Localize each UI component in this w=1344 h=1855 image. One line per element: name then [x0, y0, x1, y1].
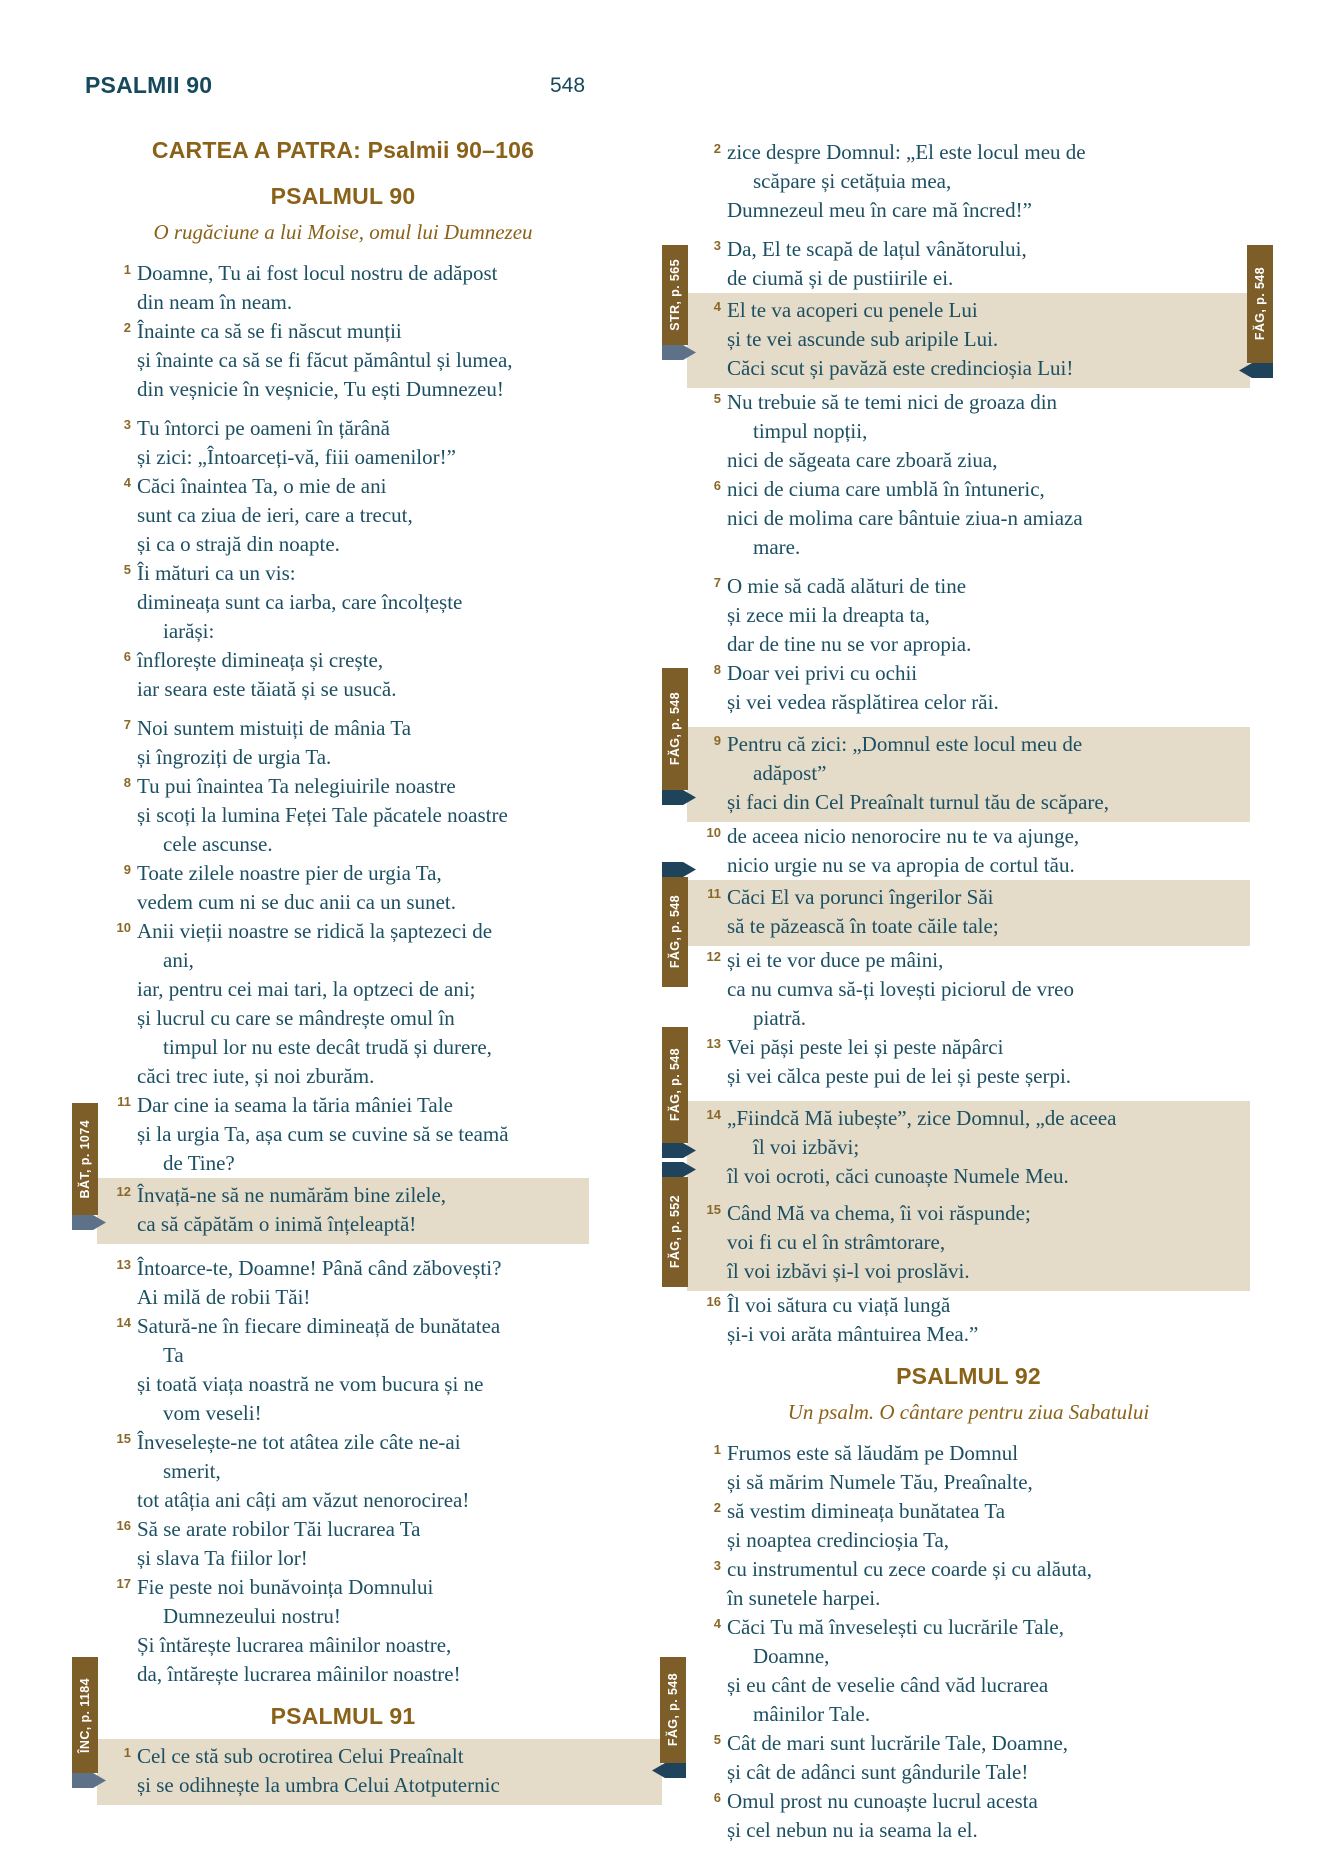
verse [687, 1291, 1250, 1349]
verse [97, 1254, 589, 1312]
verse-line: dar de tine nu se vor apropia. [727, 632, 972, 656]
verse-number: 5 [713, 391, 721, 406]
verse-line: nicio urgie nu se va apropia de cortul tău. [727, 853, 1075, 877]
verse [687, 946, 1250, 1033]
verse-line: iar, pentru cei mai tari, la optzeci de ani; [137, 977, 476, 1001]
verse-number: 4 [713, 1616, 721, 1631]
verse-line: 10 Anii vieții noastre se ridică la șaptezeci de [97, 917, 589, 946]
verse-line: vom veseli! [163, 1401, 262, 1425]
verse-line: 6 înflorește dimineața și crește, [97, 646, 589, 675]
verse-number: 11 [707, 886, 721, 901]
verse-line: 1 Doamne, Tu ai fost locul nostru de adăpost [97, 259, 589, 288]
verse-number: 14 [706, 1107, 721, 1122]
verse-number: 4 [713, 299, 721, 314]
verse-line: 4 Căci Tu mă înveselești cu lucrările Tale, [687, 1613, 1250, 1642]
verse-number: 3 [713, 238, 721, 253]
verse-line: Căci scut și pavăză este credincioșia Lui! [727, 356, 1074, 380]
verse-line: și eu cânt de veselie când văd lucrarea [727, 1673, 1049, 1697]
verse-line: 10 de aceea nicio nenorocire nu te va ajunge, [687, 822, 1250, 851]
verse-line: nici de săgeata care zboară ziua, [727, 448, 998, 472]
verse-line: 7 Noi suntem mistuiți de mânia Ta [97, 714, 589, 743]
verse-line: 14 „Fiindcă Mă iubește”, zice Domnul, „de aceea [687, 1104, 1250, 1133]
verse-line: 16 Îl voi sătura cu viață lungă [687, 1291, 1250, 1320]
verse-number: 14 [116, 1315, 131, 1330]
verse-number: 15 [706, 1202, 721, 1217]
verse-line: 14 Satură-ne în fiecare dimineață de bunătatea [97, 1312, 589, 1341]
margin-tab-label: FĂG, p. 548 [668, 692, 682, 766]
margin-tab [660, 1657, 686, 1763]
verse-line: ca să căpătăm o inimă înțeleaptă! [137, 1212, 417, 1236]
verse-number: 16 [116, 1518, 131, 1533]
verse [687, 1033, 1250, 1091]
psalm-subtitle: Un psalm. O cântare pentru ziua Sabatului [787, 1400, 1150, 1424]
psalm-heading: PSALMUL 92 [896, 1363, 1041, 1389]
verse-line: timpul nopții, [753, 419, 868, 443]
verse-line: mâinilor Tale. [753, 1702, 871, 1726]
verse-line: căci trec iute, și noi zburăm. [137, 1064, 375, 1088]
margin-tab [1247, 245, 1273, 363]
verse [687, 1497, 1250, 1555]
verse-line: Și întărește lucrarea mâinilor noastre, [137, 1633, 452, 1657]
verse-line: 3 Da, El te scapă de lațul vânătorului, [687, 235, 1250, 264]
verse-number: 7 [123, 717, 131, 732]
verse-line: 7 O mie să cadă alături de tine [687, 572, 1250, 601]
verse-line: tot atâția ani câți am văzut nenorocirea! [137, 1488, 470, 1512]
verse [97, 859, 589, 917]
verse-line: Ai milă de robii Tăi! [137, 1285, 311, 1309]
verse-line: da, întărește lucrarea mâinilor noastre! [137, 1662, 461, 1686]
verse-highlighted [97, 1739, 662, 1805]
verse-line: și zece mii la dreapta ta, [727, 603, 930, 627]
psalm-heading: PSALMUL 90 [270, 183, 416, 209]
left-text-column [97, 137, 589, 1805]
verse-line: din veșnicie în veșnicie, Tu ești Dumnezeu! [137, 377, 504, 401]
verse-number: 6 [713, 478, 721, 493]
verse-line: iarăși: [163, 619, 215, 643]
verse [687, 1729, 1250, 1787]
verse-line: 3 Tu întorci pe oameni în țărână [97, 414, 589, 443]
verse-line: dimineața sunt ca iarba, care încolțește [137, 590, 463, 614]
verse-line: și scoți la lumina Feței Tale păcatele noastre [137, 803, 508, 827]
verse-line: și la urgia Ta, așa cum se cuvine să se teamă [137, 1122, 509, 1146]
verse-line: îl voi ocroti, căci cunoaște Numele Meu. [727, 1164, 1069, 1188]
verse-line: timpul lor nu este decât trudă și durere, [163, 1035, 492, 1059]
verse-number: 12 [116, 1184, 131, 1199]
verse-number: 10 [116, 920, 131, 935]
verse-number: 17 [116, 1576, 131, 1591]
verse-line: de Tine? [163, 1151, 235, 1175]
verse-line: și te vei ascunde sub aripile Lui. [727, 327, 999, 351]
verse-line: 13 Vei păși peste lei și peste năpârci [687, 1033, 1250, 1062]
verse-number: 6 [713, 1790, 721, 1805]
verse-number: 3 [123, 417, 131, 432]
verse-line: 9 Toate zilele noastre pier de urgia Ta, [97, 859, 589, 888]
verse-line: și toată viața noastră ne vom bucura și ne [137, 1372, 484, 1396]
running-header-book-title: PSALMII 90 [85, 72, 213, 98]
verse-line: 1 Cel ce stă sub ocrotirea Celui Preaînalt [97, 1742, 662, 1771]
verse-line: adăpost” [753, 761, 827, 785]
verse [687, 659, 1250, 717]
verse-number: 8 [713, 662, 721, 677]
verse [687, 388, 1250, 475]
verse-number: 6 [123, 649, 131, 664]
verse-line: 8 Doar vei privi cu ochii [687, 659, 1250, 688]
verse [687, 822, 1250, 880]
verse-line: să te păzească în toate căile tale; [727, 914, 999, 938]
verse [97, 472, 589, 559]
verse-line: 1 Frumos este să lăudăm pe Domnul [687, 1439, 1250, 1468]
verse-number: 9 [123, 862, 131, 877]
verse-highlighted [687, 293, 1250, 388]
margin-tab [662, 668, 688, 790]
verse-number: 9 [713, 733, 721, 748]
verse [687, 1613, 1250, 1729]
verse-line: voi fi cu el în strâmtorare, [727, 1230, 946, 1254]
margin-tab-label: ÎNC, p. 1184 [78, 1677, 92, 1753]
verse-line: 11 Căci El va porunci îngerilor Săi [687, 883, 1250, 912]
verse-number: 7 [713, 575, 721, 590]
verse-number: 12 [706, 949, 721, 964]
verse-line: 5 Îi mături ca un vis: [97, 559, 589, 588]
verse-line: 11 Dar cine ia seama la tăria mâniei Tale [97, 1091, 589, 1120]
verse-line: 15 Înveselește-ne tot atâtea zile câte ne-ai [97, 1428, 589, 1457]
verse [97, 646, 589, 704]
verse-line: și vei călca peste pui de lei și peste șerpi. [727, 1064, 1072, 1088]
verse-line: mare. [753, 535, 801, 559]
verse-line: Doamne, [753, 1644, 830, 1668]
psalm-subtitle: O rugăciune a lui Moise, omul lui Dumnezeu [153, 220, 533, 244]
verse-highlighted [687, 880, 1250, 946]
verse-number: 15 [116, 1431, 131, 1446]
verse-number: 8 [123, 775, 131, 790]
verse-line: 3 cu instrumentul cu zece coarde și cu alăuta, [687, 1555, 1250, 1584]
verse-line: 2 Înainte ca să se fi născut munții [97, 317, 589, 346]
verse-line: și cel nebun nu ia seama la el. [727, 1818, 978, 1842]
verse-line: 8 Tu pui înaintea Ta nelegiuirile noastre [97, 772, 589, 801]
margin-tab-label: FĂG, p. 548 [1253, 267, 1267, 341]
margin-tab-label: FĂG, p. 548 [666, 1673, 680, 1747]
verse [687, 1787, 1250, 1845]
verse [687, 475, 1250, 562]
margin-tab-label: FĂG, p. 552 [668, 1195, 682, 1269]
verse-line: și înainte ca să se fi făcut pământul și lumea, [137, 348, 513, 372]
verse [97, 317, 589, 404]
verse-number: 13 [706, 1036, 721, 1051]
verse-highlighted [687, 727, 1250, 822]
verse [687, 138, 1250, 225]
verse-line: și-i voi arăta mântuirea Mea.” [727, 1322, 979, 1346]
verse-line: din neam în neam. [137, 290, 293, 314]
verse-number: 16 [706, 1294, 721, 1309]
margin-tab [662, 1177, 688, 1287]
psalm-heading: PSALMUL 91 [270, 1703, 416, 1729]
verse [97, 714, 589, 772]
right-text-column [687, 138, 1250, 1845]
verse-line: și noaptea credincioșia Ta, [727, 1528, 950, 1552]
verse [687, 1555, 1250, 1613]
verse-line: 6 Omul prost nu cunoaște lucrul acesta [687, 1787, 1250, 1816]
verse-line: 6 nici de ciuma care umblă în întuneric, [687, 475, 1250, 504]
verse [97, 1573, 589, 1689]
verse-number: 5 [713, 1732, 721, 1747]
verse-line: și slava Ta fiilor lor! [137, 1546, 308, 1570]
verse [97, 1428, 589, 1515]
verse-line: piatră. [753, 1006, 807, 1030]
verse-line: Dumnezeul meu în care mă încred!” [727, 198, 1032, 222]
verse-line: 9 Pentru că zici: „Domnul este locul meu de [687, 730, 1250, 759]
verse-line: ca nu cumva să-ți lovești piciorul de vreo [727, 977, 1074, 1001]
verse [97, 414, 589, 472]
verse-line: 13 Întoarce-te, Doamne! Până când zăbovești? [97, 1254, 589, 1283]
verse-line: și zici: „Întoarceți-vă, fiii oamenilor!” [137, 445, 456, 469]
verse-line: și să mărim Numele Tău, Preaînalte, [727, 1470, 1033, 1494]
verse-number: 1 [123, 262, 131, 277]
verse [687, 572, 1250, 659]
verse-line: 5 Cât de mari sunt lucrările Tale, Doamne, [687, 1729, 1250, 1758]
margin-tab [662, 245, 688, 345]
verse-line: cele ascunse. [163, 832, 273, 856]
verse-line: vedem cum ni se duc anii ca un sunet. [137, 890, 456, 914]
verse-line: Ta [163, 1343, 184, 1367]
verse-line: și ca o strajă din noapte. [137, 532, 340, 556]
verse [97, 559, 589, 646]
verse-number: 10 [706, 825, 721, 840]
verse-line: și faci din Cel Preaînalt turnul tău de scăpare, [727, 790, 1109, 814]
verse-line: și vei vedea răsplătirea celor răi. [727, 690, 999, 714]
verse-line: 17 Fie peste noi bunăvoința Domnului [97, 1573, 589, 1602]
margin-tab-label: BĂT, p. 1074 [78, 1119, 92, 1199]
verse-number: 3 [713, 1558, 721, 1573]
verse-line: și se odihnește la umbra Celui Atotputernic [137, 1773, 500, 1797]
verse-number: 1 [713, 1442, 721, 1457]
verse-line: 16 Să se arate robilor Tăi lucrarea Ta [97, 1515, 589, 1544]
page-number: 548 [550, 74, 586, 97]
verse-line: și îngroziți de urgia Ta. [137, 745, 332, 769]
verse-number: 11 [117, 1094, 131, 1109]
verse-line: îl voi izbăvi; [753, 1135, 860, 1159]
verse-line: îl voi izbăvi și-l voi proslăvi. [727, 1259, 970, 1283]
verse [97, 1091, 589, 1178]
verse-line: 2 zice despre Domnul: „El este locul meu de [687, 138, 1250, 167]
verse-highlighted [687, 1196, 1250, 1291]
verse-number: 2 [713, 1500, 721, 1515]
verse [97, 1312, 589, 1428]
verse-line: și lucrul cu care se mândrește omul în [137, 1006, 455, 1030]
margin-tab [72, 1657, 98, 1773]
verse [97, 1515, 589, 1573]
verse-line: 15 Când Mă va chema, îi voi răspunde; [687, 1199, 1250, 1228]
verse-number: 2 [713, 141, 721, 156]
verse-line: și cât de adânci sunt gândurile Tale! [727, 1760, 1029, 1784]
margin-tab [72, 1103, 98, 1215]
verse-line: Dumnezeului nostru! [163, 1604, 341, 1628]
verse [97, 259, 589, 317]
verse-number: 2 [123, 320, 131, 335]
verse-line: de ciumă și de pustiirile ei. [727, 266, 954, 290]
verse [97, 772, 589, 859]
verse-number: 4 [123, 475, 131, 490]
verse-highlighted [687, 1101, 1250, 1196]
verse-line: 5 Nu trebuie să te temi nici de groaza din [687, 388, 1250, 417]
verse-line: 12 și ei te vor duce pe mâini, [687, 946, 1250, 975]
margin-tab-label: FĂG, p. 548 [668, 895, 682, 969]
verse [97, 917, 589, 1091]
verse-line: smerit, [163, 1459, 221, 1483]
verse-line: nici de molima care bântuie ziua-n amiaza [727, 506, 1083, 530]
verse-line: sunt ca ziua de ieri, care a trecut, [137, 503, 413, 527]
margin-tab-label: FĂG, p. 548 [668, 1048, 682, 1122]
verse-line: ani, [163, 948, 194, 972]
verse-line: 2 să vestim dimineața bunătatea Ta [687, 1497, 1250, 1526]
verse-number: 13 [116, 1257, 131, 1272]
margin-tab [662, 877, 688, 987]
margin-tab [662, 1027, 688, 1143]
verse-line: 4 El te va acoperi cu penele Lui [687, 296, 1250, 325]
verse [687, 1439, 1250, 1497]
verse [687, 235, 1250, 293]
verse-highlighted [97, 1178, 589, 1244]
margin-tab-label: STR, p. 565 [668, 259, 682, 331]
section-heading: CARTEA A PATRA: Psalmii 90–106 [151, 137, 535, 163]
verse-line: 4 Căci înaintea Ta, o mie de ani [97, 472, 589, 501]
verse-line: 12 Învață-ne să ne numărăm bine zilele, [97, 1181, 589, 1210]
verse-line: scăpare și cetățuia mea, [753, 169, 952, 193]
verse-line: în sunetele harpei. [727, 1586, 881, 1610]
verse-number: 5 [123, 562, 131, 577]
verse-line: iar seara este tăiată și se usucă. [137, 677, 397, 701]
verse-number: 1 [123, 1745, 131, 1760]
